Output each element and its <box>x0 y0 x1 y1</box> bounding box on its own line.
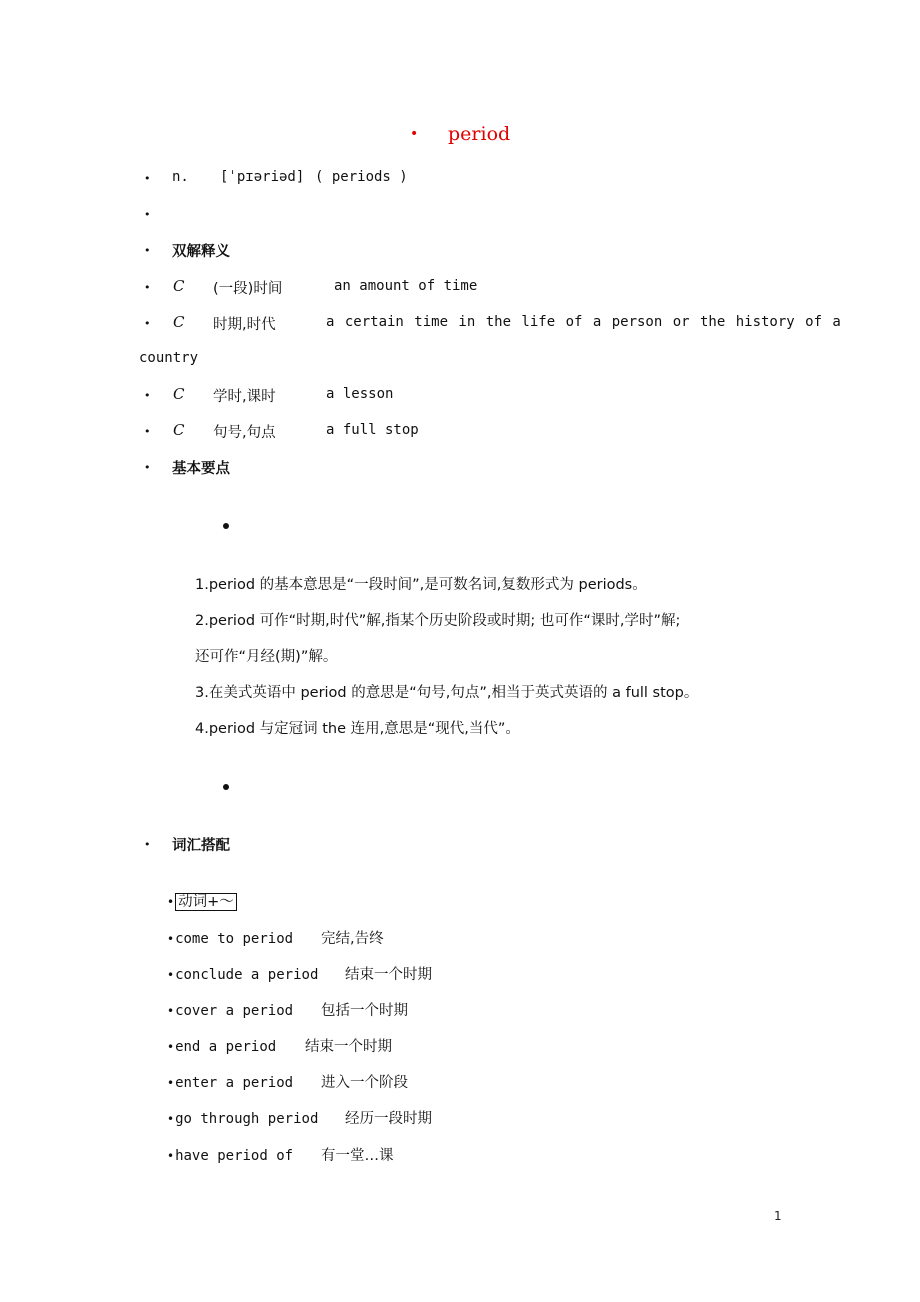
list-bullet: • <box>144 317 151 330</box>
list-bullet: • <box>167 1149 175 1163</box>
key-point: 2.period 可作“时期,时代”解,指某个历史阶段或时期; 也可作“课时,学时”解; <box>195 613 681 629</box>
collocation-item <box>167 928 293 947</box>
collocation-zh: 完结,告终 <box>321 931 384 947</box>
collocation-zh: 包括一个时期 <box>321 1003 408 1019</box>
list-bullet: • <box>144 838 151 851</box>
definition-zh: 学时,课时 <box>213 389 276 405</box>
list-bullet: • <box>167 932 175 946</box>
collocation-zh: 有一堂…课 <box>321 1148 394 1164</box>
collocation-en: come to period <box>175 931 294 947</box>
list-bullet: • <box>144 172 151 185</box>
list-bullet: • <box>144 389 151 402</box>
list-bullet: • <box>167 1112 175 1126</box>
list-bullet: • <box>144 425 151 438</box>
part-of-speech: n. <box>172 169 189 185</box>
list-bullet: • <box>144 461 151 474</box>
title-bullet: • <box>410 126 419 142</box>
headword-title: period <box>448 123 511 145</box>
definition-en: a certain time in the life of a person or the history of a <box>326 314 841 330</box>
list-bullet: • <box>167 895 175 909</box>
definition-zh: (一段)时间 <box>213 281 283 297</box>
key-point: 还可作“月经(期)”解。 <box>195 649 338 665</box>
list-bullet: • <box>167 1040 175 1054</box>
collocation-item <box>167 1108 318 1127</box>
key-point: 3.在美式英语中 period 的意思是“句号,句点”,相当于英式英语的 a full stop。 <box>195 685 699 701</box>
definitions-heading: 双解释义 <box>172 244 230 260</box>
collocation-en: conclude a period <box>175 967 319 983</box>
collocation-item <box>167 1036 276 1055</box>
list-bullet: • <box>144 208 151 221</box>
plural-form: ( periods ) <box>315 169 408 185</box>
definition-en: a full stop <box>326 422 419 438</box>
section-dot <box>223 784 229 790</box>
list-bullet: • <box>167 1004 175 1018</box>
countable-marker: C <box>173 385 185 403</box>
collocation-zh: 结束一个时期 <box>345 967 432 983</box>
definition-en: a lesson <box>326 386 394 402</box>
collocation-group-label: 动词+～ <box>175 893 237 911</box>
section-dot <box>223 523 229 529</box>
collocation-en: enter a period <box>175 1075 294 1091</box>
list-bullet: • <box>167 1076 175 1090</box>
countable-marker: C <box>173 421 185 439</box>
collocation-group <box>167 890 237 911</box>
countable-marker: C <box>173 277 185 295</box>
key-points-heading: 基本要点 <box>172 461 230 477</box>
collocation-en: go through period <box>175 1111 319 1127</box>
collocation-en: end a period <box>175 1039 277 1055</box>
collocation-item <box>167 1072 293 1091</box>
collocation-zh: 进入一个阶段 <box>321 1075 408 1091</box>
collocation-item <box>167 1145 293 1164</box>
list-bullet: • <box>167 968 175 982</box>
collocation-zh: 经历一段时期 <box>345 1111 432 1127</box>
page-number: 1 <box>774 1209 782 1223</box>
collocation-en: have period of <box>175 1148 294 1164</box>
list-bullet: • <box>144 281 151 294</box>
collocation-en: cover a period <box>175 1003 294 1019</box>
collocation-item <box>167 1000 293 1019</box>
collocations-heading: 词汇搭配 <box>172 838 230 854</box>
ipa-pronunciation: [ˈpɪəriəd] <box>220 169 305 185</box>
definition-en-continued: country <box>139 350 199 366</box>
definition-en: an amount of time <box>334 278 478 294</box>
list-bullet: • <box>144 244 151 257</box>
collocation-item <box>167 964 318 983</box>
collocation-zh: 结束一个时期 <box>305 1039 392 1055</box>
definition-zh: 时期,时代 <box>213 317 276 333</box>
definition-zh: 句号,句点 <box>213 425 276 441</box>
countable-marker: C <box>173 313 185 331</box>
key-point: 4.period 与定冠词 the 连用,意思是“现代,当代”。 <box>195 721 520 737</box>
key-point: 1.period 的基本意思是“一段时间”,是可数名词,复数形式为 periods。 <box>195 577 647 593</box>
